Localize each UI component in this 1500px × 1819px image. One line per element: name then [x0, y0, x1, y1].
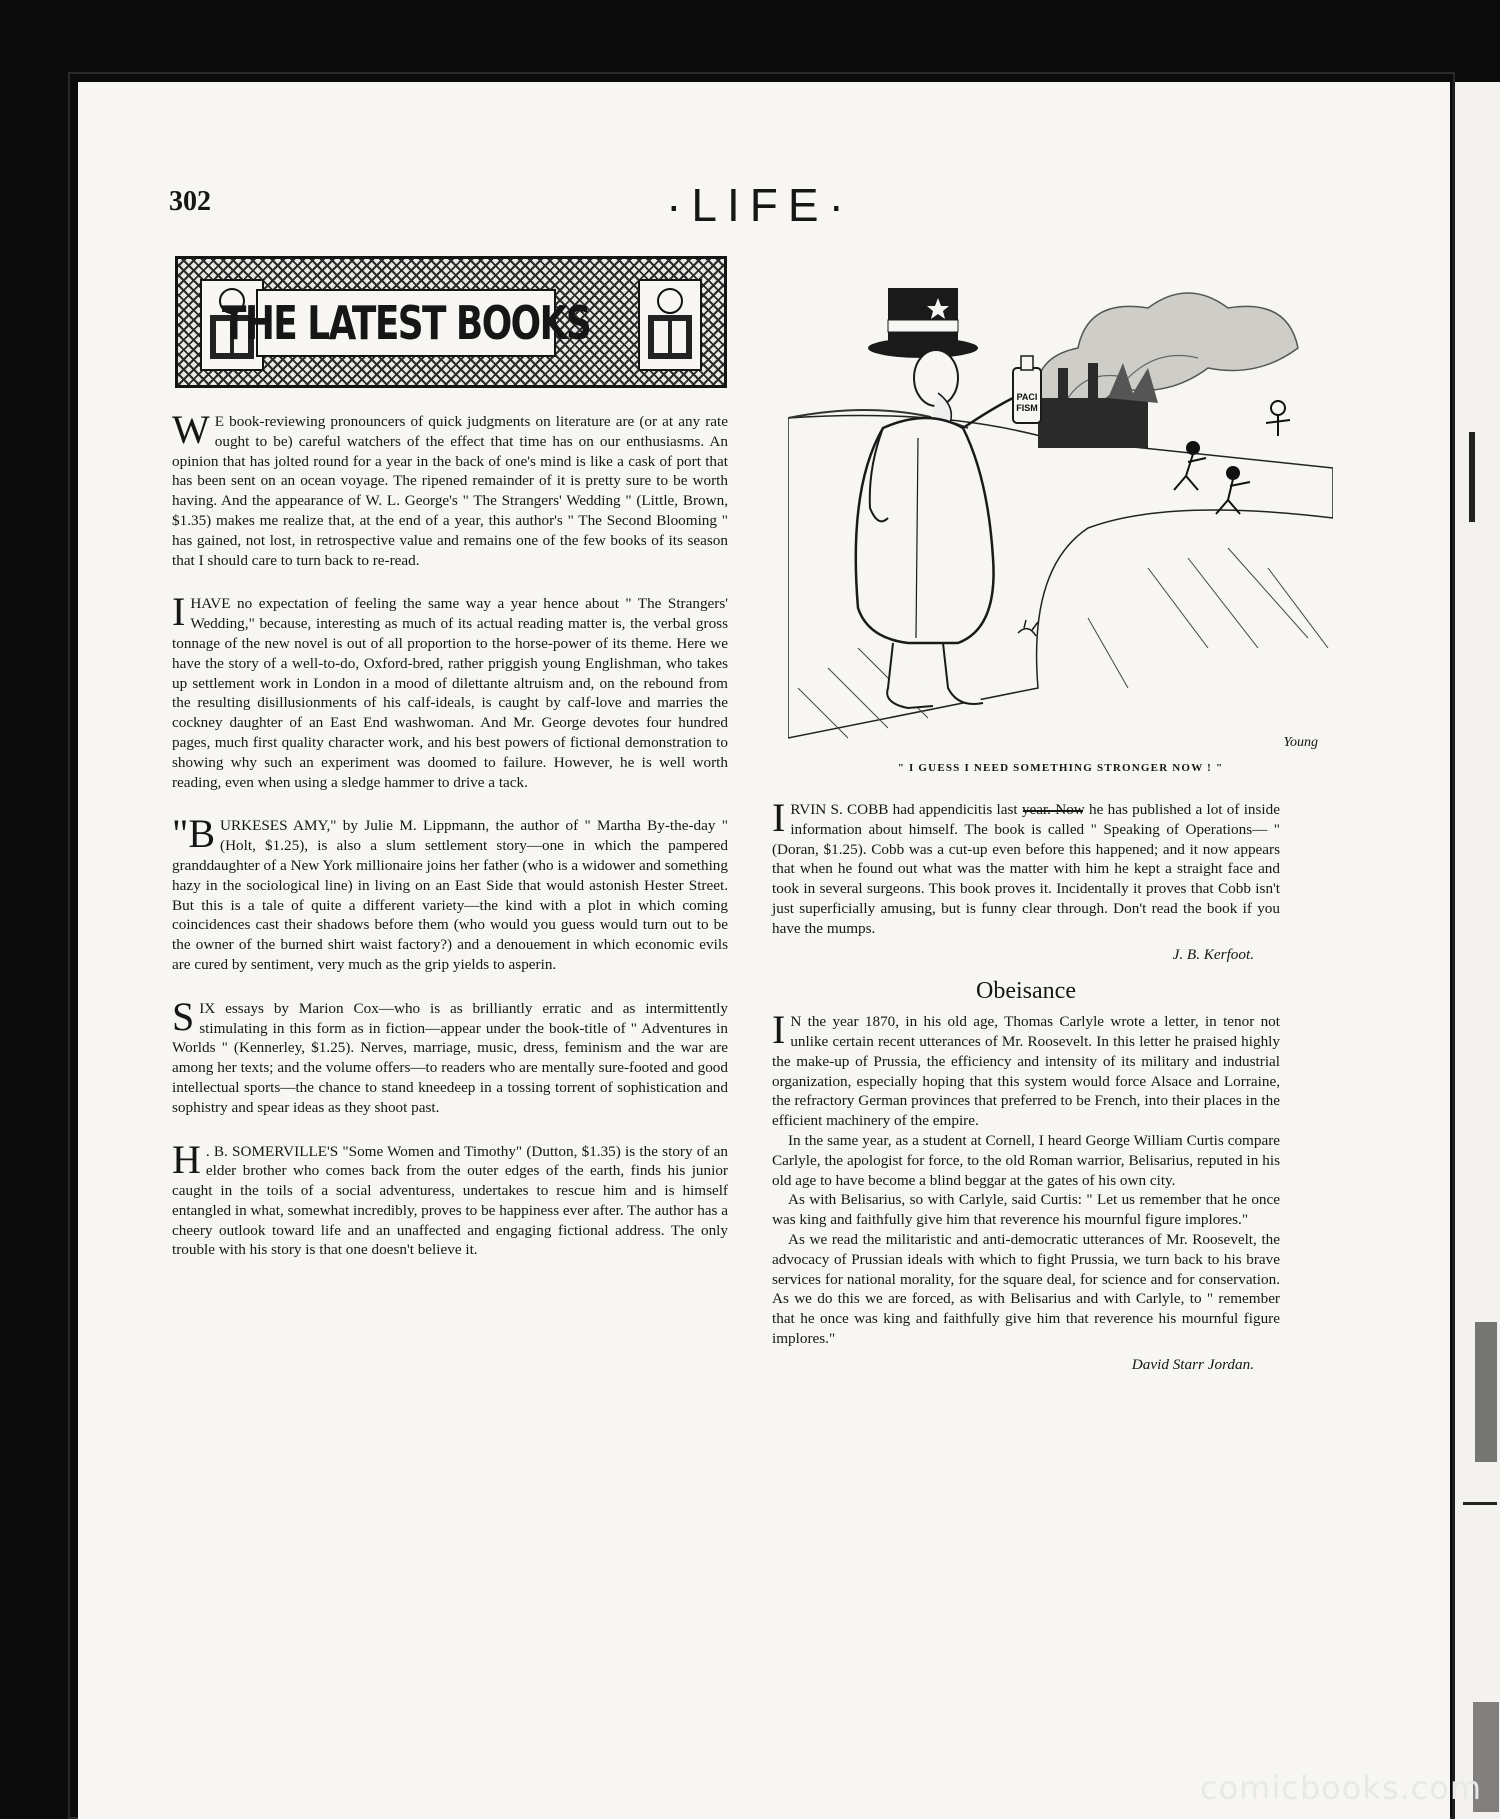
review-some-women-and-timothy	[172, 1136, 728, 1261]
paragraph-text: IX essays by Marion Cox—who is as brilliantly erratic and as intermittently stimulating in this form as in fiction—appear under the book-title of " Adventures in Worlds " (Kennerley, $1.25). Nerves, marriage, music, dress, feminism and the war are among her texts; and the volume offers—to readers who are mentally sure-footed and good intellectual sports—the chance to stand kneedeep in a tossing torrent of sophistication and sophistry and spear ideas as they shoot past.	[172, 999, 728, 1116]
paragraph-text: E book-reviewing pronouncers of quick judgments on literature are (or at any rate ought to be) careful watchers of the effect that time has on our enthusiasms. An opinion that has jolted round for a year in the back of one's mind is like a cask of port that has been sent on an ocean voyage. The ripened remainder of it is pretty sure to be worth having. And the appearance of W. L. George's " The Strangers' Wedding " (Little, Brown, $1.35) makes me realize that, at the end of a year, this author's " The Second Blooming " has gained, not lost, in retrospective value and remains one of the few books of its season that I should care to turn back to re-read.	[172, 413, 728, 569]
obeisance-paragraph-4: As we read the militaristic and anti-democratic utterances of Mr. Roosevelt, the advocacy of Prussian ideals with which to fight Prussia, we turn back to his brave services for national morality, for the square deal, for science and for conservation. As we do this we are forced, as with Belisarius and with Carlyle, to " remember that he once was king and faithfully give him that reverence his mournful figure implores."	[772, 1230, 1280, 1347]
adjacent-page-edge	[1452, 82, 1500, 1819]
paragraph-text: . B. SOMERVILLE'S "Some Women and Timothy" (Dutton, $1.35) is the story of an elder brother who comes back from the outer edges of the earth, finds his junior caught in the toils of a social adventuress, undertakes to rescue him and is himself entangled in what, somewhat incredibly, proves to be happiness ever after. The author has a cheery outlook toward life and an unaffected and engaging fictional address. The only trouble with his story is that one doesn't believe it.	[172, 1142, 728, 1259]
latest-books-banner	[175, 256, 727, 388]
review-strangers-wedding-cont	[172, 589, 728, 792]
masthead: ·LIFE·	[666, 179, 854, 231]
artist-signature: Young	[1283, 735, 1318, 750]
right-column	[772, 795, 1280, 1375]
review-adventures-in-worlds	[172, 993, 728, 1118]
drop-cap: I	[772, 1007, 786, 1053]
section-title-obeisance: Obeisance	[976, 978, 1076, 1005]
paragraph-text: RVIN S. COBB had appendicitis last year. Now he has published a lot of inside information about himself. The book is called " Speaking of Operations— " (Doran, $1.25). Cobb was a cut-up even before this happened; and it now appears that when he found out what was the matter with him he kept a straight face and took in several surgeons. This book proves it. Incidentally it proves that Cobb isn't just superficially amusing, but is funny clear through. Don't read the book if you have the mumps.	[772, 801, 1280, 937]
drop-cap: I	[172, 589, 186, 635]
obeisance-paragraph-3: As with Belisarius, so with Carlyle, said Curtis: " Let us remember that he once was king and faithfully give him that reverence his mournful figure implores."	[772, 1191, 1280, 1229]
banner-title-box	[221, 289, 591, 357]
signature-kerfoot: J. B. Kerfoot.	[1172, 945, 1254, 963]
paragraph-text: URKESES AMY," by Julie M. Lippmann, the author of " Martha By-the-day " (Holt, $1.25), is also a slum settlement story—one in which the pampered granddaughter of a New York millionaire joins her father (who is a widower and something hazy in the sociological line) in living on an East Side that would astonish Hester Street. But this is a tale of quite a different variety—the kind with a plot in which coming coincidences cast their shadows before them (who would you guess would turn out to be the owner of the burned shirt waist factory?) and a denouement in which economic evils are cured by sentiment, very much as the grip yields to asperin.	[172, 817, 728, 973]
paragraph-text: N the year 1870, in his old age, Thomas Carlyle wrote a letter, in tenor not unlike certain recent utterances of Mr. Roosevelt. In this letter he praised highly the make-up of Prussia, the efficiency and intensity of its military and industrial organization, especially hoping that this system would force Alsace and Lorraine, the refractory German provinces that preferred to be French, into their places in the efficient machinery of the empire.	[772, 1013, 1280, 1130]
drop-cap: "B	[172, 811, 216, 857]
review-strangers-wedding	[172, 407, 728, 570]
signature-jordan: David Starr Jordan.	[1131, 1355, 1254, 1373]
watermark: comicbooks.com	[1199, 1769, 1482, 1807]
drop-cap: S	[172, 993, 195, 1039]
review-burkeses-amy	[172, 811, 728, 974]
drop-cap: H	[172, 1136, 201, 1182]
paragraph-text: HAVE no expectation of feeling the same way a year hence about " The Strangers' Wedding," because, interesting as much of its actual reading matter is, the verbal gross tonnage of the new novel is out of all proportion to the horse-power of its theme. Here we have the story of a well-to-do, Oxford-bred, rather priggish young Englishman, who takes up settlement work in London in a mood of dilettante altruism and, on the rebound from the resulting disillusionments of his calf-ideals, is caught by calf-love and marries the cockney daughter of an East End washwoman. And Mr. George devotes four hundred pages, much first quality character work, and his best powers of fictional demonstration to showing why such an experiment was doomed to failure. However, he is well worth reading, even when using a sledge hammer to drive a tack.	[172, 595, 728, 791]
review-speaking-of-operations	[772, 795, 1280, 939]
editorial-cartoon	[788, 268, 1333, 750]
svg-text:FISM: FISM	[1016, 403, 1038, 413]
page-number: 302	[169, 186, 211, 217]
left-column	[172, 407, 728, 1260]
obeisance-paragraph-1	[772, 1007, 1280, 1131]
reader-figure-right	[638, 279, 702, 371]
cartoon-caption: " I GUESS I NEED SOMETHING STRONGER NOW ! "	[897, 762, 1224, 774]
obeisance-paragraph-2: In the same year, as a student at Cornell, I heard George William Curtis compare Carlyle, the apologist for force, to the old Roman warrior, Belisarius, reputed in his old age to have become a blind beggar at the gates of his own city.	[772, 1131, 1280, 1189]
banner-title: THE LATEST BOOKS	[221, 296, 591, 350]
drop-cap: W	[172, 407, 210, 452]
svg-text:PACI: PACI	[1016, 392, 1038, 402]
drop-cap: I	[772, 795, 786, 840]
